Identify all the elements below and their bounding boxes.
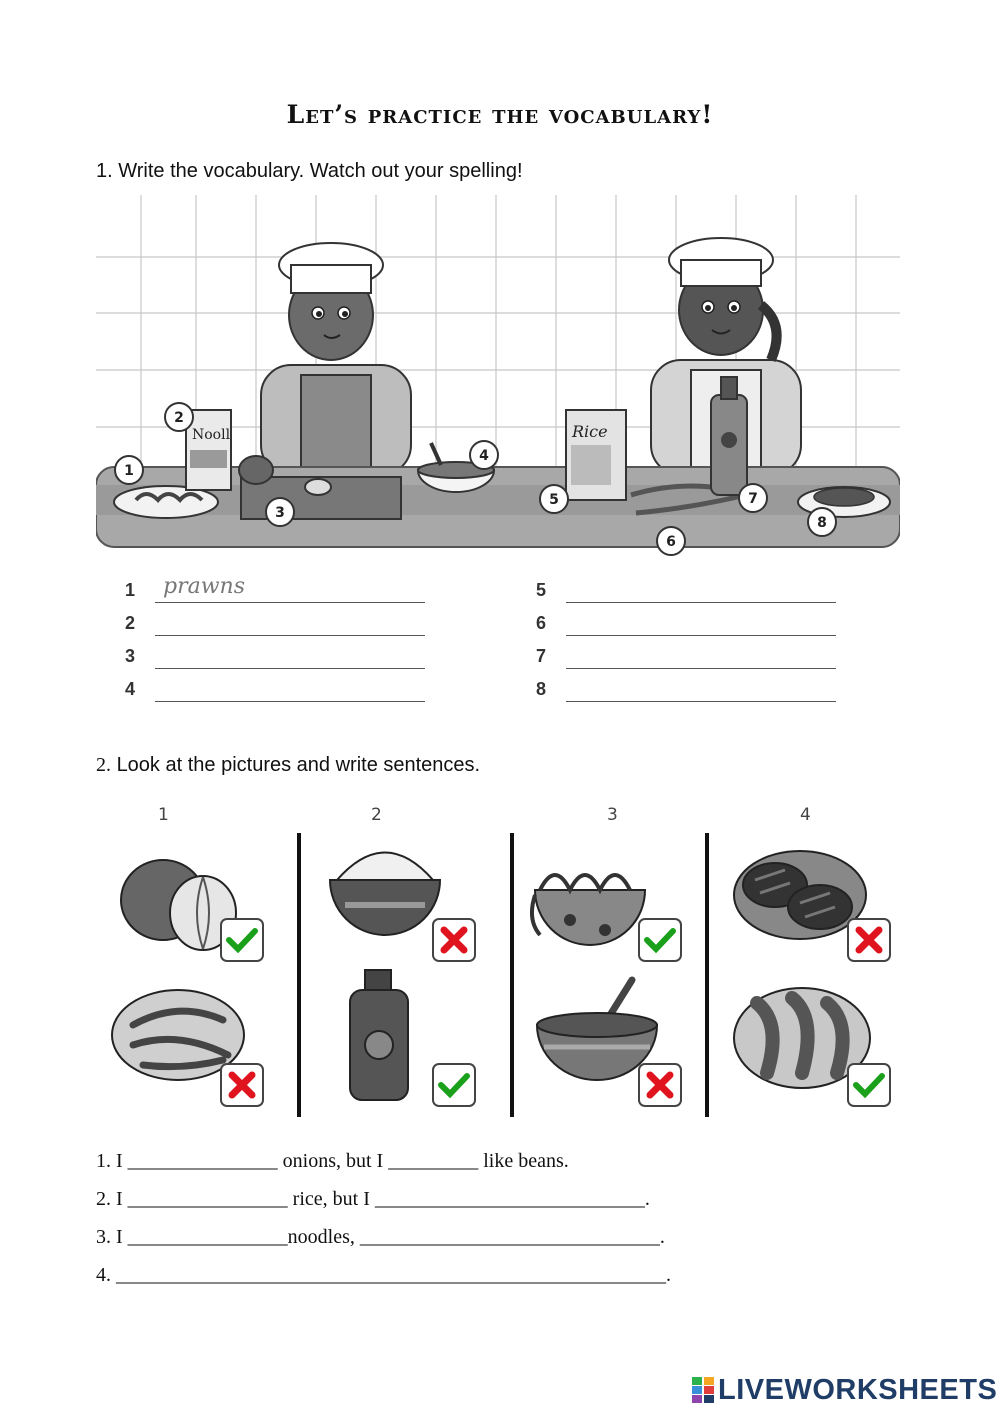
column-number-3: 3 bbox=[607, 805, 618, 825]
column-number-2: 2 bbox=[371, 805, 382, 825]
callout-4 bbox=[470, 441, 498, 469]
svg-text:8: 8 bbox=[817, 515, 827, 531]
column-number-4: 4 bbox=[800, 805, 811, 825]
tick-icon bbox=[847, 1063, 891, 1107]
answer-line bbox=[155, 602, 425, 603]
cross-icon bbox=[638, 1063, 682, 1107]
vocab-number: 7 bbox=[536, 646, 547, 666]
answer-line bbox=[566, 602, 836, 603]
cross-icon bbox=[432, 918, 476, 962]
kitchen-illustration bbox=[96, 195, 900, 560]
column-divider bbox=[705, 833, 709, 1117]
vocab-number: 8 bbox=[536, 679, 547, 699]
sentence-3[interactable]: 3. I ________________noodles, ______________________________. bbox=[96, 1226, 665, 1248]
vocab-number: 4 bbox=[125, 679, 136, 699]
sentence-2[interactable]: 2. I ________________ rice, but I ___________________________. bbox=[96, 1188, 650, 1210]
sauce-bottle bbox=[711, 377, 747, 495]
answer-line bbox=[155, 635, 425, 636]
tomato-sauce-picture bbox=[345, 965, 415, 1105]
tick-icon bbox=[220, 918, 264, 962]
vocab-number: 3 bbox=[125, 646, 136, 666]
cross-icon bbox=[847, 918, 891, 962]
vocab-number: 2 bbox=[125, 613, 136, 633]
svg-text:6: 6 bbox=[666, 534, 676, 550]
rice-package-label: Rice bbox=[572, 422, 608, 441]
tick-icon bbox=[638, 918, 682, 962]
svg-text:5: 5 bbox=[549, 492, 559, 508]
callout-3 bbox=[266, 498, 294, 526]
vocab-number: 5 bbox=[536, 580, 547, 600]
column-number-1: 1 bbox=[158, 805, 169, 825]
column-divider bbox=[510, 833, 514, 1117]
answer-line bbox=[566, 635, 836, 636]
vocab-answer-1[interactable]: prawns bbox=[163, 574, 246, 599]
answer-line bbox=[566, 668, 836, 669]
callout-1 bbox=[115, 456, 143, 484]
vocab-number: 6 bbox=[536, 613, 547, 633]
svg-text:7: 7 bbox=[748, 491, 758, 507]
callout-5 bbox=[540, 485, 568, 513]
callout-8 bbox=[808, 508, 836, 536]
noodles-bowl-picture bbox=[525, 845, 655, 955]
answer-line bbox=[155, 668, 425, 669]
food-picture-grid bbox=[100, 805, 900, 1115]
noodles-package-label: Nooll bbox=[192, 427, 231, 443]
svg-text:3: 3 bbox=[275, 505, 285, 521]
callout-2 bbox=[165, 403, 193, 431]
sentence-4[interactable]: 4. _______________________________________________________. bbox=[96, 1264, 671, 1286]
rice-package bbox=[566, 410, 626, 500]
page-title: Let’s practice the vocabulary! bbox=[286, 100, 714, 129]
logo-text: LIVEWORKSHEETS bbox=[718, 1373, 998, 1406]
column-divider bbox=[297, 833, 301, 1117]
svg-text:4: 4 bbox=[479, 448, 489, 464]
callout-7 bbox=[739, 484, 767, 512]
exercise-1-instruction: 1. Write the vocabulary. Watch out your spelling! bbox=[96, 160, 523, 182]
exercise-2-instruction bbox=[96, 754, 480, 777]
liveworksheets-logo bbox=[692, 1374, 997, 1406]
onion bbox=[239, 456, 273, 484]
svg-text:2: 2 bbox=[174, 410, 184, 426]
exercise-2-number: 2. bbox=[96, 754, 111, 776]
vocab-number: 1 bbox=[125, 580, 136, 600]
answer-line bbox=[566, 701, 836, 702]
cross-icon bbox=[220, 1063, 264, 1107]
sentence-1[interactable]: 1. I _______________ onions, but I _________ like beans. bbox=[96, 1150, 569, 1172]
svg-text:1: 1 bbox=[124, 463, 134, 479]
rice-bowl-picture bbox=[325, 840, 445, 950]
exercise-2-text: Look at the pictures and write sentences. bbox=[116, 754, 481, 776]
callout-6 bbox=[657, 527, 685, 555]
tick-icon bbox=[432, 1063, 476, 1107]
answer-line bbox=[155, 701, 425, 702]
logo-mark-icon bbox=[692, 1377, 714, 1403]
